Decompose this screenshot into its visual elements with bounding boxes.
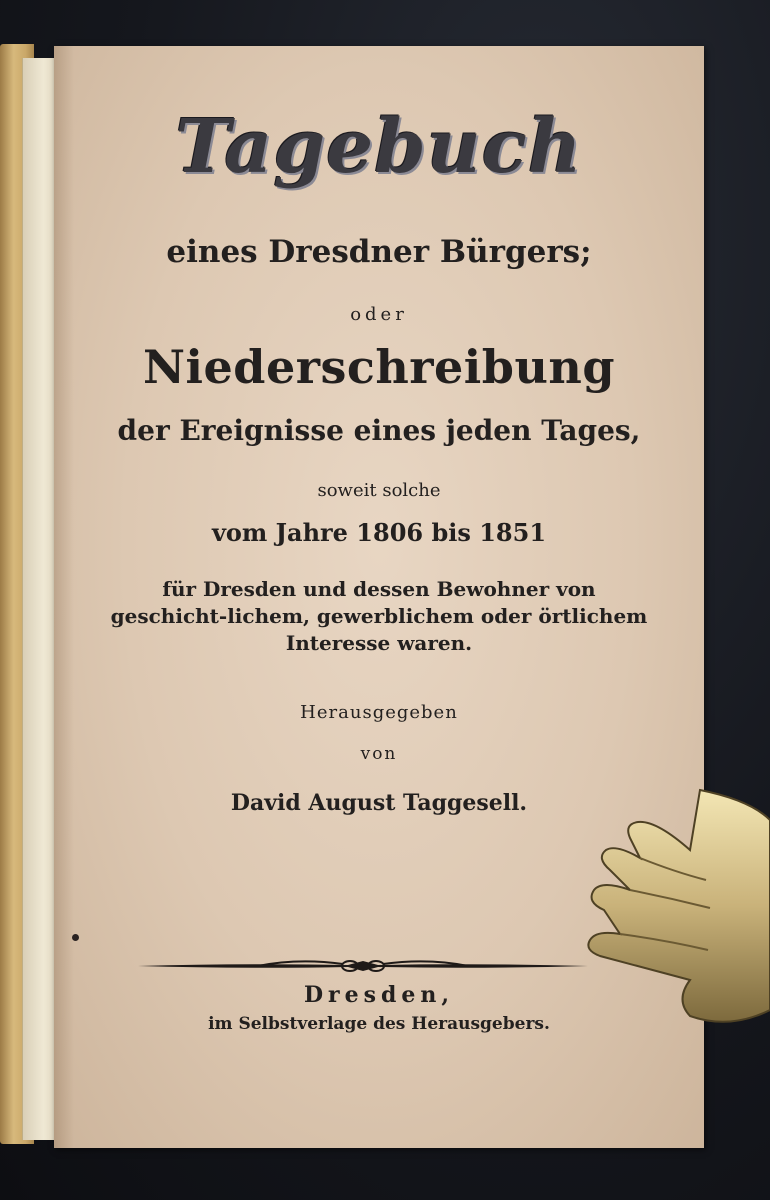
edited-label: Herausgegeben	[300, 702, 458, 723]
ornamental-rule-icon	[138, 954, 588, 978]
book-title: Tagebuch	[175, 104, 583, 190]
publisher-line: im Selbstverlage des Herausgebers.	[208, 1014, 550, 1034]
alternate-title: Niederschreibung	[143, 340, 615, 394]
conjunction-text: oder	[350, 304, 408, 325]
paper-speck	[72, 934, 79, 941]
by-label: von	[360, 744, 398, 764]
events-line: der Ereignisse eines jeden Tages,	[117, 414, 641, 447]
insofar-line: soweit solche	[317, 480, 441, 501]
description-paragraph: für Dresden und dessen Bewohner von geschicht-lichem, gewerblichem oder örtlichem Interesse waren.	[110, 577, 648, 655]
author-name: David August Taggesell.	[230, 790, 528, 816]
book-subtitle: eines Dresdner Bürgers;	[166, 234, 592, 270]
flyleaf	[22, 58, 57, 1140]
years-line: vom Jahre 1806 bis 1851	[211, 518, 547, 547]
publication-city: Dresden,	[303, 982, 455, 1008]
brass-hand-page-holder-icon	[580, 780, 770, 1040]
